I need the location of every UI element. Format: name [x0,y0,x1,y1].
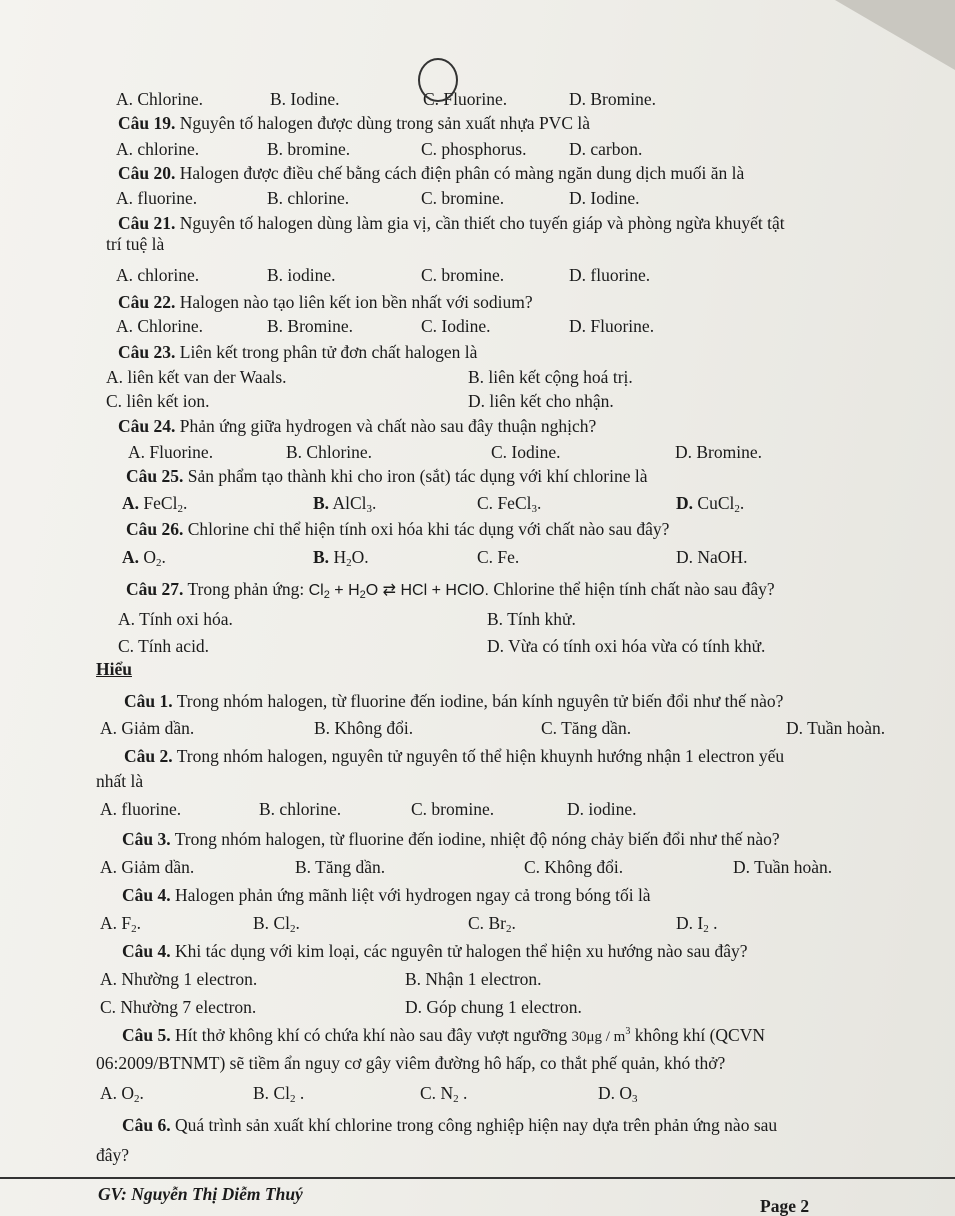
q26-option-a: $O_2$. [143,547,166,569]
q27-option-d: D. Vừa có tính oxi hóa vừa có tính khử. [487,636,766,656]
h4b-option-a: A. Nhường 1 electron. [100,969,258,989]
q25-option-d-label: D. [676,493,694,513]
h5-option-b-label: B. [253,1083,270,1103]
q25-label: Câu 25. [126,466,184,486]
section-heading-hieu: Hiểu [96,659,132,679]
h5-option-a-label: A. [100,1083,118,1103]
h1-option-d: D. Tuần hoàn. [786,718,886,738]
q24-option-d: D. Bromine. [675,442,763,462]
equilibrium-arrow-icon: ⇄ [382,582,397,599]
q20-option-c: C. bromine. [421,188,505,208]
q21-option-b: B. iodine. [267,265,336,285]
h3-text: Trong nhóm halogen, từ fluorine đến iodine, nhiệt độ nóng chảy biến đổi như thế nào? [174,829,780,849]
q24-option-a: A. Fluorine. [128,442,214,462]
q20-text: Halogen được điều chế bằng cách điện phân có màng ngăn dung dịch muối ăn là [179,163,745,183]
h4a-option-c-label: C. [468,913,485,933]
q21-label: Câu 21. [118,213,176,233]
h4b-option-c: C. Nhường 7 electron. [100,997,257,1017]
page-number: Page 2 [760,1196,810,1216]
q23-option-c: C. liên kết ion. [106,391,210,411]
h4b-option-b: B. Nhận 1 electron. [405,969,542,989]
h2-option-c: C. bromine. [411,799,495,819]
q25-option-a-label: A. [122,493,140,513]
q21-text2: trí tuệ là [106,234,165,254]
q19-option-a: A. chlorine. [116,139,200,159]
h5-option-d: $O_3$ [619,1083,638,1105]
q25-option-a: FeCl$_2$. [143,493,188,515]
h2-label: Câu 2. [124,746,173,766]
h3-option-c: C. Không đổi. [524,857,624,877]
q19-option-c: C. phosphorus. [421,139,527,159]
q22-option-c: C. Iodine. [421,316,491,336]
h1-option-a: A. Giảm dần. [100,718,195,738]
page-corner-shadow [835,0,955,70]
h5-limit-value: 30μg / m [571,1029,626,1045]
q25-text: Sản phẩm tạo thành khi cho iron (sắt) tác dụng với khí chlorine là [187,466,648,486]
h4a-option-b-label: B. [253,913,270,933]
h4b-label: Câu 4. [122,941,171,961]
h4a-option-a-label: A. [100,913,118,933]
q26-option-b-label: B. [313,547,330,567]
q24-option-c: C. Iodine. [491,442,561,462]
h4b-option-d: D. Góp chung 1 electron. [405,997,582,1017]
h5-option-c: $N_2$ . [440,1083,468,1105]
q21-option-c: C. bromine. [421,265,505,285]
h6-text2: đây? [96,1145,130,1165]
q23-option-a: A. liên kết van der Waals. [106,367,287,387]
h2-text: Trong nhóm halogen, nguyên tử nguyên tố thể hiện khuynh hướng nhận 1 electron yếu [176,746,785,766]
h4a-option-a: $F_2$. [121,913,141,935]
h2-option-a: A. fluorine. [100,799,182,819]
q27-option-c: C. Tính acid. [118,636,210,656]
q19-option-b: B. bromine. [267,139,351,159]
h3-option-a: A. Giảm dần. [100,857,195,877]
q20-label: Câu 20. [118,163,176,183]
q26-option-d: D. NaOH. [676,547,748,567]
q23-option-b: B. liên kết cộng hoá trị. [468,367,633,387]
q25-option-b-label: B. [313,493,330,513]
q21-option-a: A. chlorine. [116,265,200,285]
q20-option-a: A. fluorine. [116,188,198,208]
q21-option-d: D. fluorine. [569,265,651,285]
h4b-text: Khi tác dụng với kim loại, các nguyên tử halogen thể hiện xu hướng nào sau đây? [175,941,748,961]
q22-option-d: D. Fluorine. [569,316,655,336]
q19-option-d: D. carbon. [569,139,643,159]
q24-text: Phản ứng giữa hydrogen và chất nào sau đây thuận nghịch? [179,416,597,436]
q21-text: Nguyên tố halogen dùng làm gia vị, cần thiết cho tuyến giáp và phòng ngừa khuyết tật [179,213,785,233]
h5-option-b: $Cl_2$ . [273,1083,305,1105]
q22-label: Câu 22. [118,292,176,312]
q23-label: Câu 23. [118,342,176,362]
h5-option-c-label: C. [420,1083,437,1103]
h3-option-d: D. Tuần hoàn. [733,857,833,877]
q19-label: Câu 19. [118,113,176,133]
h1-label: Câu 1. [124,691,173,711]
h3-option-b: B. Tăng dần. [295,857,386,877]
h5-text-post: không khí (QCVN [634,1025,765,1045]
h5-option-a: $O_2$. [121,1083,144,1105]
q20-option-b: B. chlorine. [267,188,350,208]
h3-label: Câu 3. [122,829,171,849]
q22-text: Halogen nào tạo liên kết ion bền nhất với sodium? [179,292,533,312]
h5-text2: 06:2009/BTNMT) sẽ tiềm ẩn nguy cơ gây viêm đường hô hấp, co thắt phế quản, khó thở? [96,1053,726,1073]
q23-option-d: D. liên kết cho nhận. [468,391,614,411]
q27-equation: $Cl_2 + H_2O$ ⇄ HCl + HClO. [308,582,489,601]
footer-rule [0,1177,955,1179]
q20-option-d: D. Iodine. [569,188,640,208]
h4a-label: Câu 4. [122,885,171,905]
h1-option-b: B. Không đổi. [314,718,414,738]
h5-label: Câu 5. [122,1025,171,1045]
q19-text: Nguyên tố halogen được dùng trong sản xuất nhựa PVC là [179,113,590,133]
q27-text-post: Chlorine thể hiện tính chất nào sau đây? [493,579,775,599]
q18-option-c: C. Fluorine. [423,89,508,109]
q25-option-c-label: C. [477,493,494,513]
q26-option-b: $H_2O$. [333,547,369,569]
h5-text-pre: Hít thở không khí có chứa khí nào sau đây vượt ngưỡng [175,1025,568,1045]
h4a-option-d-label: D. [676,913,694,933]
h5-limit: $30\mu g / m^3$ [571,1026,631,1045]
q24-label: Câu 24. [118,416,176,436]
answer-circle-mark [418,58,458,102]
h1-option-c: C. Tăng dần. [541,718,632,738]
h2-text2: nhất là [96,771,144,791]
h4a-option-c: $Br_2$. [488,913,516,935]
q23-text: Liên kết trong phân tử đơn chất halogen là [179,342,478,362]
q25-option-b: AlCl$_3$. [332,493,377,515]
q27-label: Câu 27. [126,579,184,599]
q26-option-a-label: A. [122,547,140,567]
q18-option-a: A. Chlorine. [116,89,204,109]
h4a-option-b: $Cl_2$. [273,913,300,935]
h4a-text: Halogen phản ứng mãnh liệt với hydrogen ngay cả trong bóng tối là [175,885,651,905]
h6-text: Quá trình sản xuất khí chlorine trong công nghiệp hiện nay dựa trên phản ứng nào sau [175,1115,778,1135]
footer-teacher: GV: Nguyễn Thị Diễm Thuý [98,1184,303,1204]
q26-text: Chlorine chỉ thể hiện tính oxi hóa khi tác dụng với chất nào sau đây? [187,519,670,539]
h2-option-d: D. iodine. [567,799,637,819]
q25-option-d: CuCl$_2$. [697,493,745,515]
h1-text: Trong nhóm halogen, từ fluorine đến iodine, bán kính nguyên tử biến đổi như thế nào? [176,691,784,711]
h6-label: Câu 6. [122,1115,171,1135]
h2-option-b: B. chlorine. [259,799,342,819]
h5-option-d-label: D. [598,1083,616,1103]
q24-option-b: B. Chlorine. [286,442,373,462]
q18-option-d: D. Bromine. [569,89,657,109]
q18-option-b: B. Iodine. [270,89,340,109]
h4a-option-d: $I_2$ . [697,913,718,935]
q27-text-pre: Trong phản ứng: [187,579,305,599]
q22-option-b: B. Bromine. [267,316,354,336]
q26-option-c: C. Fe. [477,547,520,567]
q27-option-b: B. Tính khử. [487,609,576,629]
q25-option-c: FeCl$_3$. [497,493,542,515]
q27-option-a: A. Tính oxi hóa. [118,609,233,629]
q22-option-a: A. Chlorine. [116,316,204,336]
q26-label: Câu 26. [126,519,184,539]
